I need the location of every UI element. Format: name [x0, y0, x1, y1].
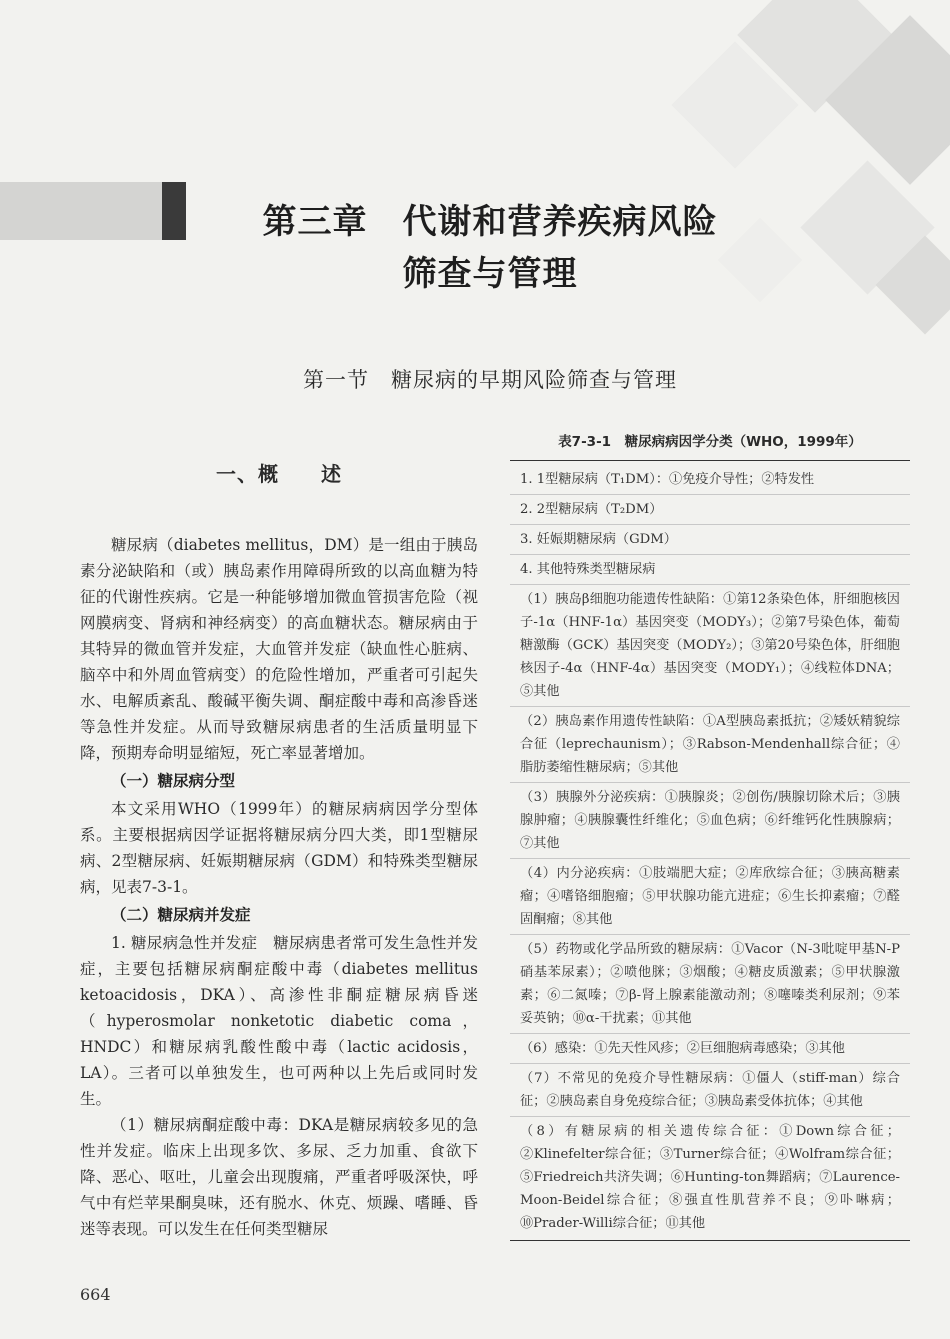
table-row: （8）有糖尿病的相关遗传综合征：①Down综合征；②Klinefelter综合征；③Turner综合征；④Wolfram综合征；⑤Friedreich共济失调；⑥Hunting-ton舞蹈病；⑦Laurence-Moon-Beidel综合征；⑧强直性肌营养不良；⑨卟啉病；⑩Prader-Willi综合征；⑪其他	[520, 1124, 900, 1231]
left-text-column	[80, 456, 478, 1242]
table-row: 3. 妊娠期糖尿病（GDM）	[510, 525, 910, 555]
overview-paragraph: 糖尿病（diabetes mellitus，DM）是一组由于胰岛素分泌缺陷和（或）胰岛素作用障碍所致的以高血糖为特征的代谢性疾病。它是一种能够增加微血管损害危险（视网膜病变、肾病和神经病变）的高血糖状态。糖尿病由于其特异的微血管并发症，大血管并发症（缺血性心脏病、脑卒中和外周血管病变）的危险性增加，严重者可引起失水、电解质紊乱、酸碱平衡失调、酮症酸中毒和高渗昏迷等急性并发症。从而导致糖尿病患者的生活质量明显下降，预期寿命明显缩短，死亡率显著增加。	[80, 536, 478, 762]
table-row: （7）不常见的免疫介导性糖尿病：①僵人（stiff-man）综合征；②胰岛素自身免疫综合征；③胰岛素受体抗体；④其他	[510, 1064, 910, 1117]
table-row: 2. 2型糖尿病（T₂DM）	[510, 495, 910, 525]
table-body	[510, 460, 910, 1241]
table-row: （6）感染：①先天性风疹；②巨细胞病毒感染；③其他	[510, 1034, 910, 1064]
chapter-title-line1: 第三章 代谢和营养疾病风险	[262, 202, 718, 242]
etiology-table	[510, 432, 910, 1241]
table-row: （4）内分泌疾病：①肢端肥大症；②库欣综合征；③胰高糖素瘤；④嗜铬细胞瘤；⑤甲状腺功能亢进症；⑥生长抑素瘤；⑦醛固酮瘤；⑧其他	[510, 859, 910, 935]
subheading-classification: （一）糖尿病分型	[111, 772, 236, 790]
chapter-title	[180, 196, 800, 300]
table-row: （1）胰岛β细胞功能遗传性缺陷：①第12条染色体，肝细胞核因子-1α（HNF-1α）基因突变（MODY₃）；②第7号染色体，葡萄糖激酶（GCK）基因突变（MODY₂）；③第20号染色体，肝细胞核因子-4α（HNF-4α）基因突变（MODY₁）；④线粒体DNA；⑤其他	[510, 585, 910, 707]
page-number: 664	[80, 1285, 111, 1304]
table-row: （5）药物或化学品所致的糖尿病：①Vacor（N-3吡啶甲基N-P硝基苯尿素）；②喷他脒；③烟酸；④糖皮质激素；⑤甲状腺激素；⑥二氮嗪；⑦β-肾上腺素能激动剂；⑧噻嗪类利尿剂；⑨苯妥英钠；⑩α-干扰素；⑪其他	[510, 935, 910, 1034]
dka-paragraph: （1）糖尿病酮症酸中毒：DKA是糖尿病较多见的急性并发症。临床上出现多饮、多尿、乏力加重、食欲下降、恶心、呕吐，儿童会出现腹痛，严重者呼吸深快，呼气中有烂苹果酮臭味，还有脱水、休克、烦躁、嗜睡、昏迷等表现。可以发生在任何类型糖尿	[80, 1116, 478, 1238]
table-caption: 表7-3-1 糖尿病病因学分类（WHO，1999年）	[558, 434, 862, 450]
table-row: （2）胰岛素作用遗传性缺陷：①A型胰岛素抵抗；②矮妖精貌综合征（leprechaunism）；③Rabson-Mendenhall综合征；④脂肪萎缩性糖尿病；⑤其他	[510, 707, 910, 783]
table-row: 1. 1型糖尿病（T₁DM）：①免疫介导性；②特发性	[510, 465, 910, 495]
table-row: （3）胰腺外分泌疾病：①胰腺炎；②创伤/胰腺切除术后；③胰腺肿瘤；④胰腺囊性纤维化；⑤血色病；⑥纤维钙化性胰腺病；⑦其他	[510, 783, 910, 859]
decorative-bar	[0, 182, 185, 240]
classification-paragraph: 本文采用WHO（1999年）的糖尿病病因学分型体系。主要根据病因学证据将糖尿病分四大类，即1型糖尿病、2型糖尿病、妊娠期糖尿病（GDM）和特殊类型糖尿病，见表7-3-1。	[80, 800, 478, 896]
table-row: 4. 其他特殊类型糖尿病	[510, 555, 910, 585]
acute-complications-paragraph: 1. 糖尿病急性并发症 糖尿病患者常可发生急性并发症，主要包括糖尿病酮症酸中毒（diabetes mellitus ketoacidosis，DKA）、高渗性非酮症糖尿病昏迷（hyperosmolar nonketotic diabetic coma，HNDC）和糖尿病乳酸性酸中毒（lactic acidosis，LA）。三者可以单独发生，也可两种以上先后或同时发生。	[80, 934, 478, 1108]
section-title: 第一节 糖尿病的早期风险筛查与管理	[303, 368, 677, 392]
chapter-title-line2: 筛查与管理	[402, 254, 578, 294]
subheading-complications: （二）糖尿病并发症	[111, 906, 251, 924]
overview-heading: 一、概 述	[216, 462, 342, 486]
